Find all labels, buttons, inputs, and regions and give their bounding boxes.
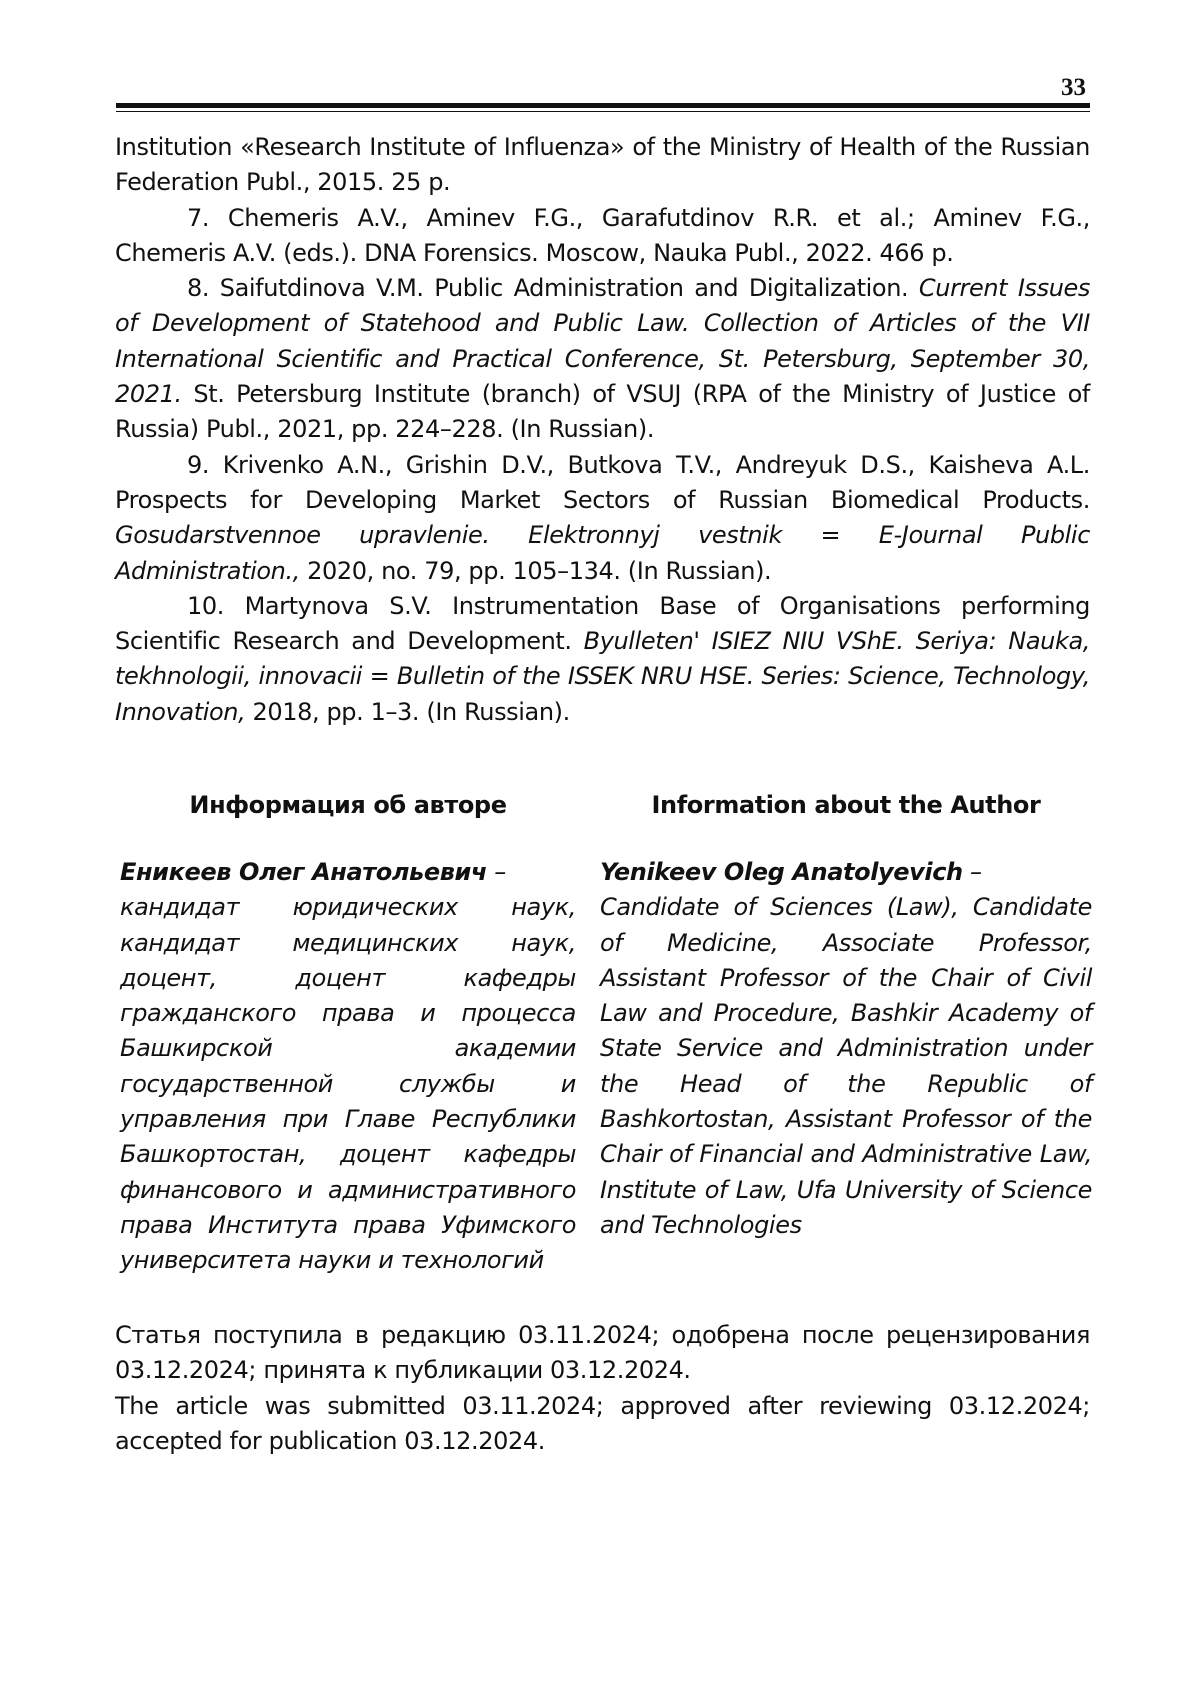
author-bio-english xyxy=(600,855,1092,1243)
reference-10-tail: 2018, pp. 1–3. (In Russian). xyxy=(245,697,570,726)
page-number: 33 xyxy=(1061,74,1086,101)
reference-6-continuation: Institution «Research Institute of Influenza» of the Ministry of Health of the Russian Federation Publ., 2015. 25 p. xyxy=(115,133,1090,197)
author-name-english: Yenikeev Oleg Anatolyevich xyxy=(600,858,963,886)
reference-list xyxy=(115,130,1090,730)
author-heading-english: Information about the Author xyxy=(651,791,1041,819)
author-bio-russian xyxy=(120,855,576,1279)
article-dates-russian: Статья поступила в редакцию 03.11.2024; одобрена после рецензирования 03.12.2024; принята к публикации 03.12.2024. xyxy=(115,1321,1090,1385)
header-rule-thick xyxy=(116,103,1090,108)
author-name-russian: Еникеев Олег Анатольевич xyxy=(120,858,487,886)
author-dash-english: – xyxy=(962,858,982,886)
reference-10 xyxy=(115,589,1090,730)
reference-9 xyxy=(115,448,1090,589)
reference-7: 7. Chemeris A.V., Aminev F.G., Garafutdinov R.R. et al.; Aminev F.G., Chemeris A.V. (eds.). DNA Forensics. Moscow, Nauka Publ., 2022. 466 p. xyxy=(115,203,1090,267)
reference-8-source: Current Issues of Development of Statehood and Public Law. Collection of Articles of the VII International Scientific and Practical Conference, St. Petersburg, September 30, 2021. xyxy=(115,274,1091,409)
reference-10-lead: 10. Martynova S.V. Instrumentation Base of Organisations performing Scientific Research and Development. xyxy=(115,591,1090,656)
author-dash-russian: – xyxy=(487,858,506,886)
reference-9-lead: 9. Krivenko A.N., Grishin D.V., Butkova T.V., Andreyuk D.S., Kaisheva A.L. Prospects for Developing Market Sectors of Russian Biomedical Products. xyxy=(115,450,1090,514)
author-description-russian: кандидат юридических наук, кандидат медицинских наук, доцент, доцент кафедры гражданского права и процесса Башкирской академии государственной службы и управления при Главе Республики Башкортостан, доцент кафедры финансового и административного права Института права Уфимского университета науки и технологий xyxy=(120,893,576,1275)
reference-9-tail: 2020, no. 79, pp. 105–134. (In Russian). xyxy=(299,556,772,585)
reference-10-source: Byulleten' ISIEZ NIU VShE. Seriya: Nauka, tekhnologii, innovacii = Bulletin of the ISSEK NRU HSE. Series: Science, Technology, Innovation, xyxy=(115,627,1090,726)
article-dates-english: The article was submitted 03.11.2024; approved after reviewing 03.12.2024; accepted for publication 03.12.2024. xyxy=(115,1391,1090,1455)
author-description-english: Candidate of Sciences (Law), Candidate of Medicine, Associate Professor, Assistant Professor of the Chair of Civil Law and Procedure, Bashkir Academy of State Service and Administration under the Head of the Republic of Bashkortostan, Assistant Professor of the Chair of Financial and Administrative Law, Institute of Law, Ufa University of Science and Technologies xyxy=(600,893,1092,1239)
reference-8-tail: St. Petersburg Institute (branch) of VSUJ (RPA of the Ministry of Justice of Russia) Publ., 2021, pp. 224–228. (In Russian). xyxy=(115,380,1090,444)
header-rule-thin xyxy=(116,111,1090,112)
reference-8 xyxy=(115,271,1090,447)
author-heading-russian: Информация об авторе xyxy=(189,791,507,819)
author-info-russian xyxy=(120,788,576,1279)
reference-8-lead: 8. Saifutdinova V.M. Public Administration and Digitalization. xyxy=(187,274,919,303)
reference-9-source: Gosudarstvennoe upravlenie. Elektronnyj vestnik = E-Journal Public Administration., xyxy=(115,521,1090,585)
article-dates xyxy=(115,1318,1090,1459)
author-info-english xyxy=(600,788,1092,1243)
